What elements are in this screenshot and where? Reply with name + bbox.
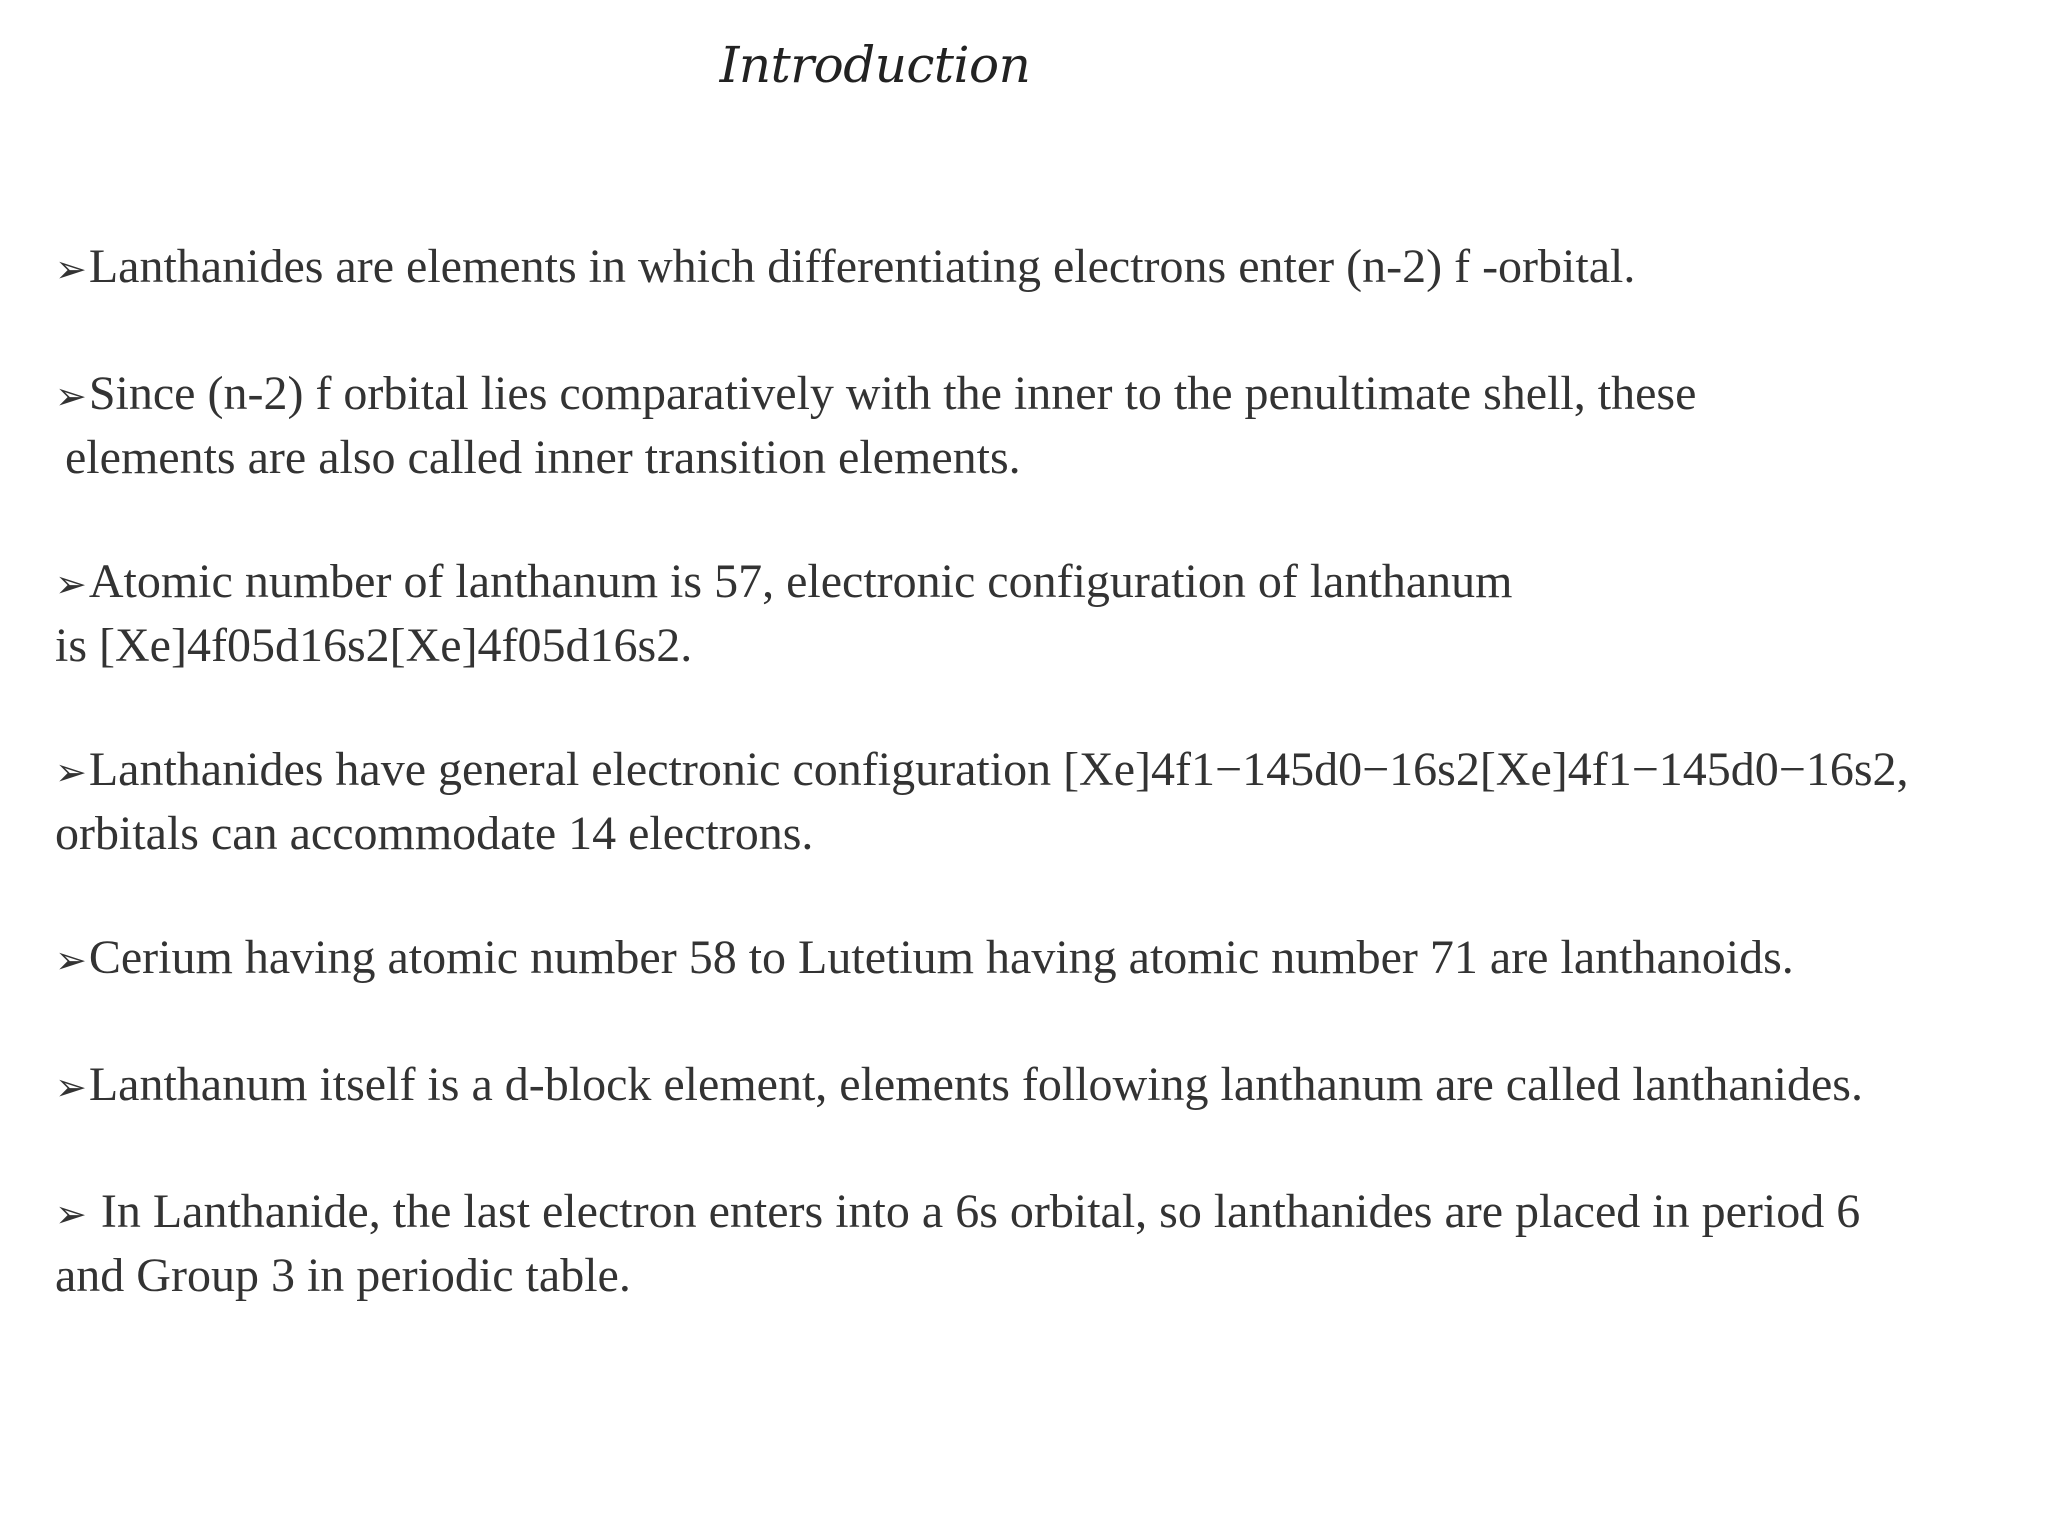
bullet-item-4 [55, 739, 2045, 864]
bullet-item-6 [55, 1054, 2045, 1118]
bullet-text: In Lanthanide, the last electron enters into a 6s orbital, so lanthanides are placed in period 6 [100, 1185, 1861, 1238]
bullet-list [55, 236, 2045, 1369]
arrow-bullet-icon: ➢ [55, 750, 87, 794]
bullet-text-continuation: elements are also called inner transition elements. [65, 431, 1021, 484]
arrow-bullet-icon: ➢ [55, 247, 87, 291]
bullet-text-continuation: is [Xe]4f05d16s2[Xe]4f05d16s2. [55, 619, 693, 672]
bullet-text-continuation: and Group 3 in periodic table. [55, 1249, 631, 1302]
arrow-bullet-icon: ➢ [55, 1065, 87, 1109]
slide-title: Introduction [719, 36, 1031, 94]
bullet-text: Since (n-2) f orbital lies comparatively with the inner to the penultimate shell, these [88, 367, 1697, 420]
bullet-item-5 [55, 927, 2045, 991]
bullet-text-continuation: orbitals can accommodate 14 electrons. [55, 807, 814, 860]
bullet-item-3 [55, 551, 2045, 676]
arrow-bullet-icon: ➢ [55, 938, 87, 982]
bullet-text: Cerium having atomic number 58 to Lutetium having atomic number 71 are lanthanoids. [88, 931, 1794, 984]
bullet-item-2 [55, 363, 2045, 488]
bullet-text: Lanthanides have general electronic configuration [Xe]4f1−145d0−16s2[Xe]4f1−145d0−16s2, [88, 743, 1909, 796]
bullet-text: Lanthanum itself is a d-block element, elements following lanthanum are called lanthanides. [88, 1058, 1863, 1111]
arrow-bullet-icon: ➢ [55, 562, 87, 606]
bullet-item-7 [55, 1181, 2045, 1306]
bullet-text: Lanthanides are elements in which differentiating electrons enter (n-2) f -orbital. [88, 240, 1636, 293]
bullet-item-1 [55, 236, 2045, 300]
bullet-text: Atomic number of lanthanum is 57, electronic configuration of lanthanum [88, 555, 1513, 608]
arrow-bullet-icon: ➢ [55, 1192, 87, 1236]
arrow-bullet-icon: ➢ [55, 374, 87, 418]
